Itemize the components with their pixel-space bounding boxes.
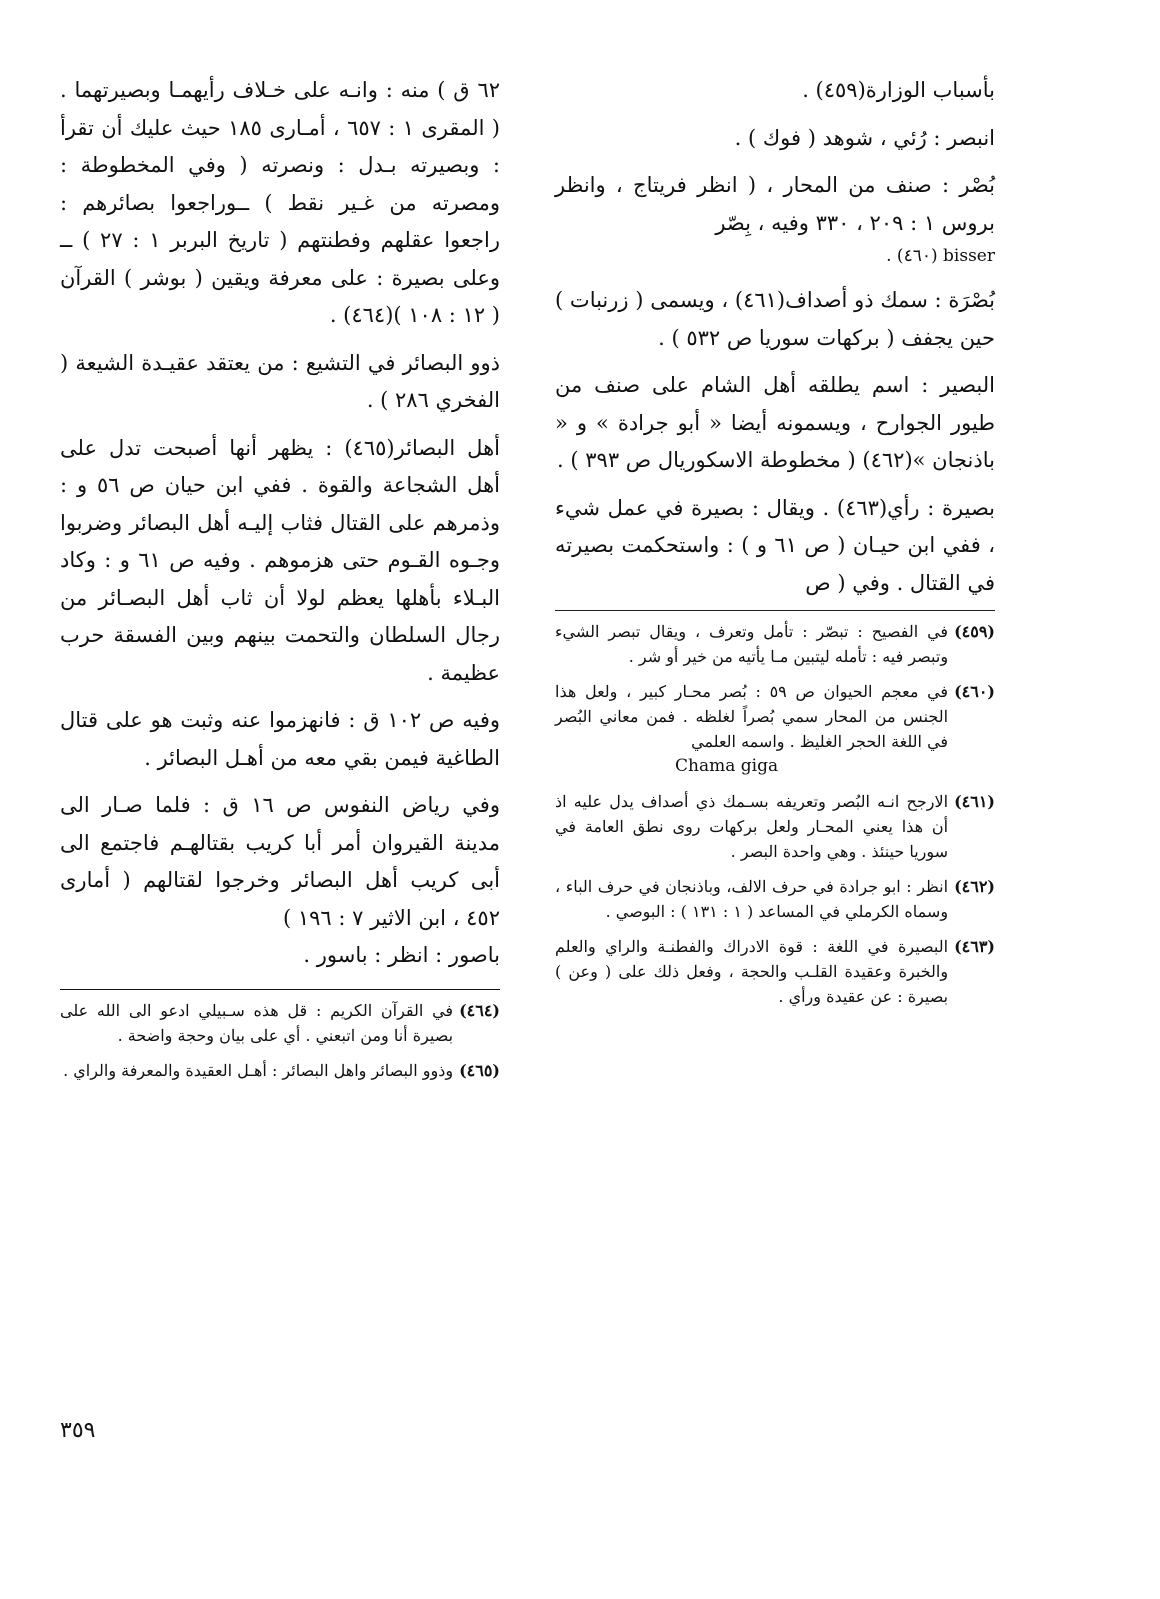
entry-paragraph: بصيرة : رأي(٤٦٣) . ويقال : بصيرة في عمل شيء ، ففي ابن حيـان ( ص ٦١ و ) : واستحكمت بصيرته في القتال . وفي ( ص: [555, 495, 995, 595]
right-column: [555, 72, 995, 1019]
left-column: [60, 72, 500, 1093]
entry-paragraph: ٦٢ ق ) منه : وانـه على خـلاف رأيهمـا وبصيرتهما . ( المقرى ١ : ٦٥٧ ، أمـارى ١٨٥ حيث عليك أن تقرأ : وبصيرته بـدل : ونصرته ( وفي المخطوطة : ومصرته من غـير نقط ) ــوراجعوا بصائرهم : راجعوا عقلهم وفطنتهم ( تاريخ البربر ١ : ٢٧ ) ــ وعلى بصيرة : على معرفة ويقين ( بوشر ) القرآن ( ١٢ : ١٠٨ )(٤٦٤) .: [60, 78, 500, 327]
footnote: [555, 679, 995, 779]
footnote-separator: [555, 610, 995, 611]
page-number: ٣٥٩: [60, 1418, 96, 1443]
entry-paragraph: وفيه ص ١٠٢ ق : فانهزموا عنه وثبت هو على قتال الطاغية فيمن بقي معه من أهـل البصائر .: [60, 708, 501, 770]
entry-text: بُصْر : صنف من المحار ، ( انظر فريتاج ، وانظر بروس ١ : ٢٠٩ ، ٣٣٠ وفيه ، بِصّر: [555, 173, 995, 235]
footnote-text: انظر : ابو جرادة في حرف الالف، وباذنجان في حرف الباء ، وسماه الكرملي في المساعد ( ١ : ١٣١ ) : البوصي .: [555, 877, 949, 921]
footnote-text: في القرآن الكريم : قل هذه سـبيلي ادعو الى الله على بصيرة أنا ومن اتبعني . أي على بيان وحجة واضحة .: [60, 1000, 454, 1045]
footnote-text: وذوو البصائر واهل البصائر : أهـل العقيدة والمعرفة والراي .: [63, 1060, 454, 1080]
footnote-number: (٤٥٩): [954, 622, 995, 641]
footnote-text: البصيرة في اللغة : قوة الادراك والفطنـة والراي والعلم والخبرة وعقيدة القلـب والحجة ، وفعل ذلك على ( وعن ) بصيرة : عن عقيدة ورأي .: [555, 937, 949, 1006]
footnote: [555, 619, 995, 669]
footnote-number: (٤٦٤): [459, 1000, 500, 1020]
footnote-body: [555, 679, 948, 779]
left-footnotes: [60, 998, 500, 1083]
footnote-separator: [60, 989, 500, 990]
latin-word: bisser: [943, 246, 995, 266]
left-entries: [60, 72, 500, 975]
footnote-number: (٤٦٣): [954, 937, 995, 956]
footnote-latin: Chama giga: [675, 756, 779, 776]
footnote: [60, 998, 500, 1048]
footnote-text: في الفصيح : تبصّر : تأمل وتعرف ، ويقال تبصر الشيء وتبصر فيه : تأمله ليتبين مـا يأتيه من خير أو شر .: [555, 622, 949, 666]
entry-paragraph: [555, 167, 995, 242]
footnote: [60, 1058, 500, 1083]
entry-paragraph: وفي رياض النفوس ص ١٦ ق : فلما صـار الى مدينة القيروان أمر أبا كريب بقتالهـم فاجتمع الى أبى كريب أهل البصائر وخرجوا لقتالهم ( أمارى ٤٥٢ ، ابن الاثير ٧ : ١٩٦ ): [60, 793, 500, 930]
footnote-number: (٤٦٠): [954, 682, 995, 701]
footnote-number: (٤٦٢): [954, 877, 995, 896]
footnote-number: (٤٦١): [954, 792, 995, 811]
entry-paragraph: ذوو البصائر في التشيع : من يعتقد عقيـدة الشيعة ( الفخري ٢٨٦ ) .: [60, 350, 500, 412]
footnote: [555, 874, 995, 924]
footnote: [555, 934, 995, 1009]
entry-paragraph: انبصر : رُئي ، شوهد ( فوك ) .: [734, 125, 995, 150]
footnote: [555, 789, 995, 864]
entry-paragraph: البصير : اسم يطلقه أهل الشام على صنف من طيور الجوارح ، ويسمونه أيضا « أبو جرادة » و « باذنجان »(٤٦٢) ( مخطوطة الاسكوريال ص ٣٩٣ ) .: [555, 373, 995, 472]
entry-paragraph: بأسباب الوزارة(٤٥٩) .: [802, 78, 995, 102]
footnote-text: الارجح انـه البُصر وتعريفه بسـمك ذي أصداف يدل عليه اذ أن هذا يعني المحـار ولعل بركهات روى نطق العامة في سوريا حينئذ . وهي واحدة البصر .: [555, 792, 949, 861]
entry-paragraph: باصور : انظر : باسور .: [303, 943, 500, 967]
right-footnotes: [555, 619, 995, 1009]
entry-latin-line: [555, 242, 995, 270]
footnote-text: في معجم الحيوان ص ٥٩ : بُصر محـار كبير ، ولعل هذا الجنس من المحار سمي بُصراً لغلظه . فمن معاني البُصر في اللغة الحجر الغليظ . واسمه العلمي: [555, 682, 949, 751]
entry-paragraph: أهل البصائر(٤٦٥) : يظهر أنها أصبحت تدل على أهل الشجاعة والقوة . ففي ابن حيان ص ٥٦ و : وذمرهم على القتال فثاب إليـه أهل البصائر وضربوا وجـوه القـوم حتى هزموهم . وفيه ص ٦١ و : وكاد البـلاء بأهلها يعظم لولا أن ثاب أهل البصـائر من رجال السلطان والتحمت بينهم وبين الفسقة حرب عظيمة .: [60, 435, 500, 685]
footnote-number: (٤٦٥): [459, 1060, 500, 1080]
right-entries: [555, 72, 995, 602]
entry-paragraph: بُصْرَة : سمك ذو أصداف(٤٦١) ، ويسمى ( زرنبات ) حين يجفف ( بركهات سوريا ص ٥٣٢ ) .: [555, 288, 995, 350]
footnote-ref: (٤٦٠) .: [886, 246, 938, 266]
